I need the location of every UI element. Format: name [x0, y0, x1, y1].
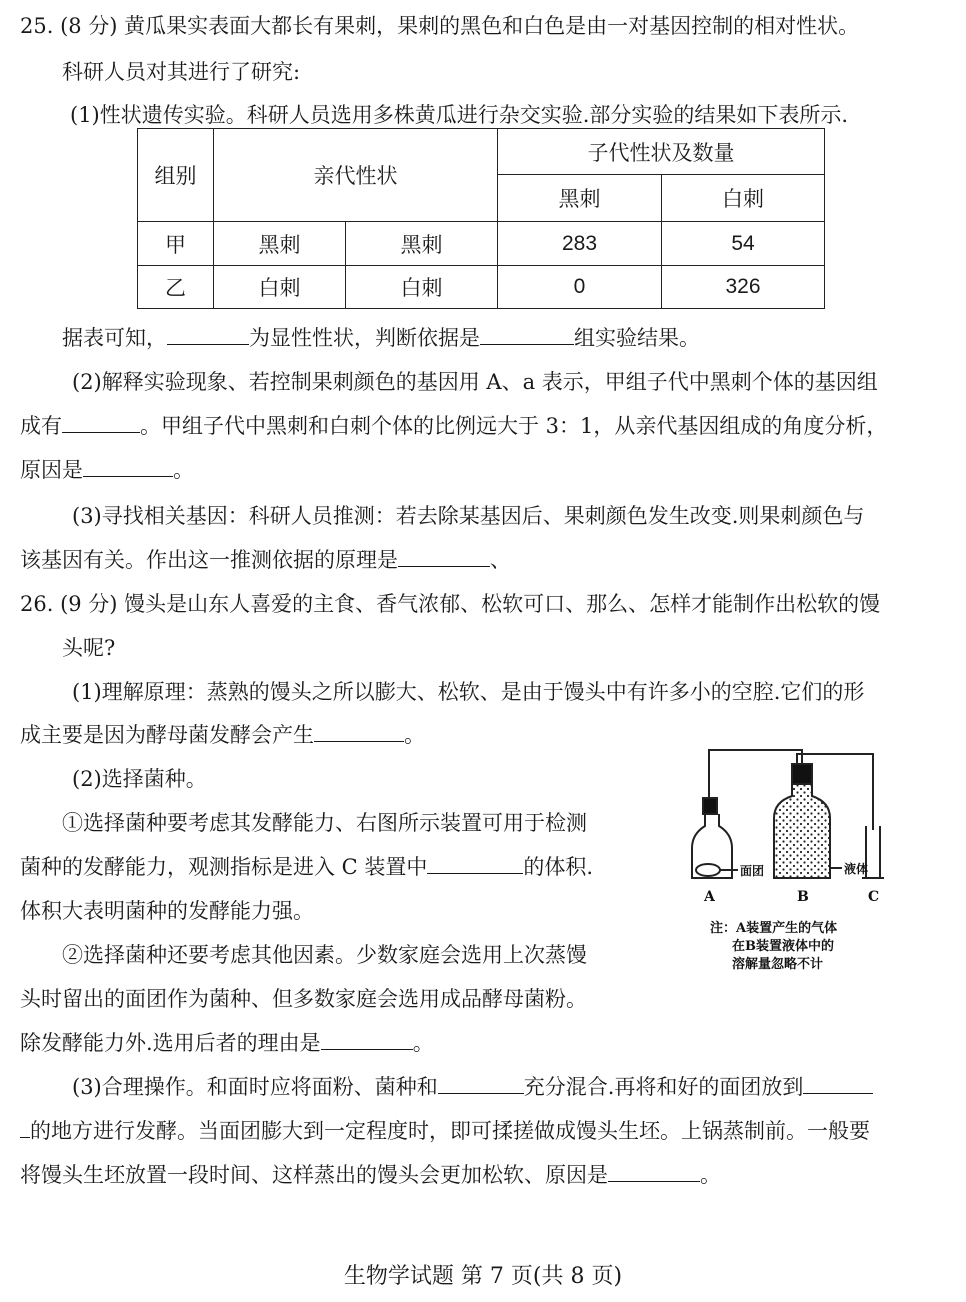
answer-blank[interactable] — [62, 412, 140, 433]
cell-parent2: 黑刺 — [346, 222, 498, 266]
page-footer: 生物学试题 第 7 页(共 8 页) — [343, 1264, 623, 1289]
cell-white: 54 — [662, 222, 825, 266]
bottle-b — [774, 784, 830, 878]
stopper-a — [703, 798, 717, 814]
note-line-2: 在B装置液体中的 — [732, 939, 834, 954]
answer-blank[interactable] — [321, 1029, 413, 1050]
q26-part2b-line1: ②选择菌种还要考虑其他因素。少数家庭会选用上次蒸馒 — [62, 943, 587, 967]
q25-intro: 科研人员对其进行了研究: — [62, 60, 301, 84]
dough — [696, 864, 720, 876]
q26-part2a-line1: ①选择菌种要考虑其发酵能力、右图所示装置可用于检测 — [62, 811, 587, 835]
q25-part1: (1)性状遗传实验。科研人员选用多株黄瓜进行杂交实验.部分实验的结果如下表所示. — [70, 103, 849, 127]
q26-part3-line2: 的地方进行发酵。当面团膨大到一定程度时，即可揉搓做成馒头生坯。上锅蒸制前。一般要 — [20, 1117, 870, 1145]
q26-part1-line2: 成主要是因为酵母菌发酵会产生 。 — [20, 723, 425, 747]
q26-part2a-line2: 菌种的发酵能力，观测指标是进入 C 装置中 的体积. — [20, 855, 594, 879]
cylinder-c — [866, 826, 880, 878]
answer-blank[interactable] — [803, 1073, 873, 1094]
answer-blank[interactable] — [608, 1161, 700, 1182]
label-c: C — [868, 889, 880, 905]
cell-parent1: 黑刺 — [214, 222, 346, 266]
answer-blank[interactable] — [438, 1073, 524, 1094]
tag-dough: 面团 — [740, 864, 765, 878]
q25-part2-line1: (2)解释实验现象、若控制果刺颜色的基因用 A、a 表示，甲组子代中黑刺个体的基因组 — [72, 370, 878, 394]
results-table — [137, 128, 825, 309]
header-black: 黑刺 — [498, 175, 662, 222]
table-row — [138, 222, 825, 266]
label-a: A — [704, 889, 715, 905]
q26-part2a-line3: 体积大表明菌种的发酵能力强。 — [20, 899, 314, 923]
note-line-3: 溶解量忽略不计 — [732, 957, 824, 972]
connecting-tube-ab — [709, 750, 802, 800]
q25-answer-line: 据表可知， 为显性性状，判断依据是 组实验结果。 — [62, 326, 700, 350]
answer-blank[interactable] — [20, 1117, 30, 1138]
note-line-1: 注：A装置产生的气体 — [710, 921, 838, 936]
q26-part3-line1: (3)合理操作。和面时应将面粉、菌种和 充分混合.再将和好的面团放到 — [72, 1073, 873, 1101]
q26-title-cont: 头呢? — [62, 636, 116, 660]
header-white: 白刺 — [662, 175, 825, 222]
cell-black: 283 — [498, 222, 662, 266]
q26-part2: (2)选择菌种。 — [72, 767, 207, 791]
q25-part3-line2: 该基因有关。作出这一推测依据的原理是 、 — [20, 548, 511, 572]
cell-parent1: 白刺 — [214, 266, 346, 309]
cell-parent2: 白刺 — [346, 266, 498, 309]
header-parent: 亲代性状 — [214, 129, 498, 222]
label-b: B — [797, 889, 809, 905]
answer-blank[interactable] — [398, 546, 490, 567]
fermentation-apparatus-figure — [680, 738, 916, 974]
answer-blank[interactable] — [83, 456, 173, 477]
cell-group: 乙 — [138, 266, 214, 309]
cell-white: 326 — [662, 266, 825, 309]
q26-part2b-line3: 除发酵能力外.选用后者的理由是 。 — [20, 1031, 434, 1055]
q25-part3-line1: (3)寻找相关基因：科研人员推测：若去除某基因后、果刺颜色发生改变.则果刺颜色与 — [72, 504, 865, 528]
q26-part2b-line2: 头时留出的面团作为菌种、但多数家庭会选用成品酵母菌粉。 — [20, 987, 587, 1011]
q25-part2-line3: 原因是 。 — [20, 458, 194, 482]
table-row — [138, 266, 825, 309]
header-offspring: 子代性状及数量 — [498, 129, 825, 175]
q26-title: 26. (9 分) 馒头是山东人喜爱的主食、香气浓郁、松软可口、那么、怎样才能制作出松软的馒 — [20, 592, 881, 616]
answer-blank[interactable] — [480, 324, 574, 345]
q26-part1-line1: (1)理解原理：蒸熟的馒头之所以膨大、松软、是由于馒头中有许多小的空腔.它们的形 — [72, 680, 865, 704]
answer-blank[interactable] — [167, 324, 249, 345]
q25-part2-line2: 成有 。甲组子代中黑刺和白刺个体的比例远大于 3：1，从亲代基因组成的角度分析， — [20, 414, 888, 438]
header-group: 组别 — [138, 129, 214, 222]
cell-group: 甲 — [138, 222, 214, 266]
cell-black: 0 — [498, 266, 662, 309]
answer-blank[interactable] — [314, 721, 404, 742]
q25-title: 25. (8 分) 黄瓜果实表面大都长有果刺，果刺的黑色和白色是由一对基因控制的相对性状。 — [20, 14, 860, 38]
answer-blank[interactable] — [427, 853, 523, 874]
tag-liquid: 液体 — [844, 862, 869, 876]
stopper-b — [792, 764, 812, 784]
q26-part3-line3: 将馒头生坯放置一段时间、这样蒸出的馒头会更加松软、原因是 。 — [20, 1163, 721, 1187]
